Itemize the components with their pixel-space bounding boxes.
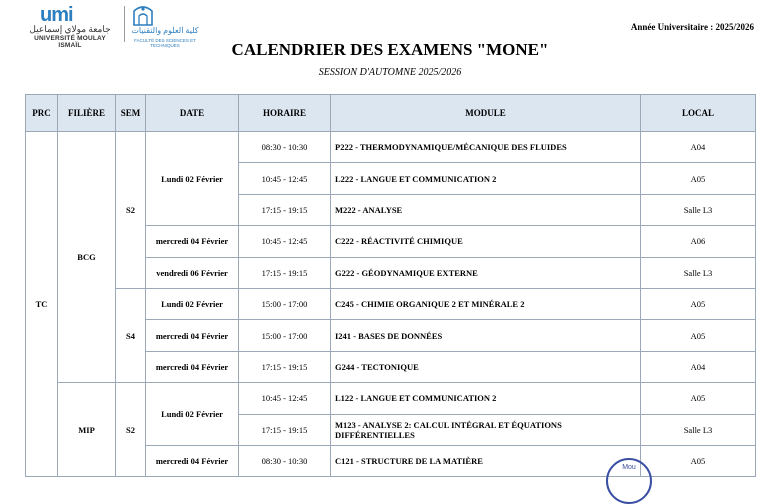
stamp-text: Mou bbox=[622, 464, 636, 471]
umi-arabic-name: جامعة مولاي إسماعيل bbox=[29, 24, 111, 34]
umi-name: UNIVERSITÉ MOULAY ISMAÏL bbox=[34, 35, 106, 49]
prc-cell: TC bbox=[26, 132, 58, 477]
fst-arabic-name: كلية العلوم والتقنيات bbox=[131, 26, 199, 35]
table-row bbox=[26, 383, 756, 414]
faculty-emblem-icon bbox=[132, 2, 154, 26]
module-cell: C222 - RÉACTIVITÉ CHIMIQUE bbox=[331, 226, 641, 257]
module-cell: G222 - GÉODYNAMIQUE EXTERNE bbox=[331, 257, 641, 288]
col-header-horaire: HORAIRE bbox=[239, 95, 331, 132]
date-cell: Lundi 02 Février bbox=[146, 132, 239, 226]
filiere-cell: MIP bbox=[58, 383, 116, 477]
module-cell: M123 - ANALYSE 2: CALCUL INTÉGRAL ET ÉQUATIONS DIFFÉRENTIELLES bbox=[331, 414, 641, 445]
local-cell: A05 bbox=[641, 163, 756, 194]
semester-cell: S2 bbox=[116, 132, 146, 289]
horaire-cell: 15:00 - 17:00 bbox=[239, 320, 331, 351]
date-cell: mercredi 04 Février bbox=[146, 226, 239, 257]
horaire-cell: 17:15 - 19:15 bbox=[239, 194, 331, 225]
horaire-cell: 15:00 - 17:00 bbox=[239, 288, 331, 319]
col-header-filiere: FILIÈRE bbox=[58, 95, 116, 132]
local-cell: A05 bbox=[641, 288, 756, 319]
table-header-row bbox=[26, 95, 756, 132]
date-cell: Lundi 02 Février bbox=[146, 383, 239, 446]
module-cell: G244 - TECTONIQUE bbox=[331, 351, 641, 382]
semester-cell: S4 bbox=[116, 288, 146, 382]
module-cell: I241 - BASES DE DONNÉES bbox=[331, 320, 641, 351]
official-stamp bbox=[606, 458, 652, 504]
local-cell: A05 bbox=[641, 445, 756, 476]
date-cell: vendredi 06 Février bbox=[146, 257, 239, 288]
horaire-cell: 10:45 - 12:45 bbox=[239, 163, 331, 194]
table-row bbox=[26, 288, 756, 319]
module-cell: L222 - LANGUE ET COMMUNICATION 2 bbox=[331, 163, 641, 194]
date-cell: Lundi 02 Février bbox=[146, 288, 239, 319]
col-header-module: MODULE bbox=[331, 95, 641, 132]
module-cell: L122 - LANGUE ET COMMUNICATION 2 bbox=[331, 383, 641, 414]
module-cell: M222 - ANALYSE bbox=[331, 194, 641, 225]
exam-calendar-table bbox=[25, 94, 756, 477]
local-cell: Salle L3 bbox=[641, 257, 756, 288]
horaire-cell: 10:45 - 12:45 bbox=[239, 226, 331, 257]
page-title: CALENDRIER DES EXAMENS "MONE" bbox=[231, 40, 549, 59]
module-cell: C245 - CHIMIE ORGANIQUE 2 ET MINÉRALE 2 bbox=[331, 288, 641, 319]
horaire-cell: 08:30 - 10:30 bbox=[239, 132, 331, 163]
horaire-cell: 17:15 - 19:15 bbox=[239, 351, 331, 382]
local-cell: Salle L3 bbox=[641, 414, 756, 445]
col-header-sem: SEM bbox=[116, 95, 146, 132]
col-header-local: LOCAL bbox=[641, 95, 756, 132]
university-logo bbox=[22, 4, 118, 49]
col-header-prc: PRC bbox=[26, 95, 58, 132]
academic-year: Année Universitaire : 2025/2026 bbox=[630, 22, 754, 32]
logo-divider bbox=[124, 6, 125, 42]
date-cell: mercredi 04 Février bbox=[146, 351, 239, 382]
horaire-cell: 10:45 - 12:45 bbox=[239, 383, 331, 414]
semester-cell: S2 bbox=[116, 383, 146, 477]
date-cell: mercredi 04 Février bbox=[146, 320, 239, 351]
local-cell: A06 bbox=[641, 226, 756, 257]
local-cell: A05 bbox=[641, 320, 756, 351]
horaire-cell: 17:15 - 19:15 bbox=[239, 414, 331, 445]
local-cell: A04 bbox=[641, 351, 756, 382]
local-cell: A04 bbox=[641, 132, 756, 163]
module-cell: P222 - THERMODYNAMIQUE/MÉCANIQUE DES FLUIDES bbox=[331, 132, 641, 163]
local-cell: Salle L3 bbox=[641, 194, 756, 225]
fst-name: FACULTÉ DES SCIENCES ET TECHNIQUES bbox=[134, 38, 196, 48]
module-cell: C121 - STRUCTURE DE LA MATIÈRE bbox=[331, 445, 641, 476]
horaire-cell: 08:30 - 10:30 bbox=[239, 445, 331, 476]
col-header-date: DATE bbox=[146, 95, 239, 132]
date-cell: mercredi 04 Février bbox=[146, 445, 239, 476]
umi-logo-mark: umi bbox=[40, 4, 73, 26]
page-subtitle: SESSION D'AUTOMNE 2025/2026 bbox=[318, 67, 462, 78]
table-row bbox=[26, 132, 756, 163]
horaire-cell: 17:15 - 19:15 bbox=[239, 257, 331, 288]
filiere-cell: BCG bbox=[58, 132, 116, 383]
local-cell: A05 bbox=[641, 383, 756, 414]
